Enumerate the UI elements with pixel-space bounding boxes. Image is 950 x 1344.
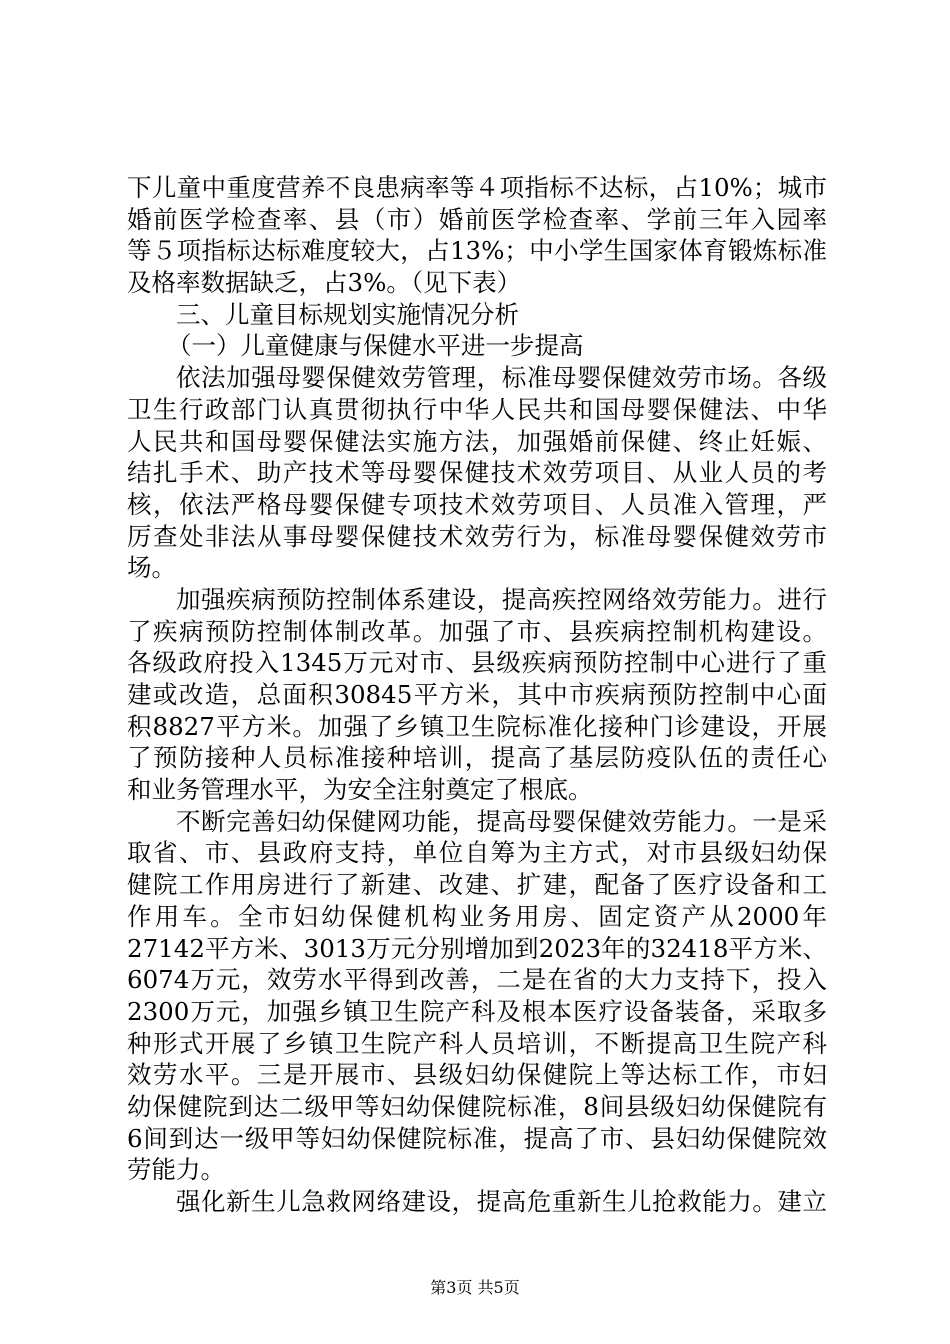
- section-heading: 三、儿童目标规划实施情况分析: [176, 299, 519, 329]
- text-line: 健院工作用房进行了新建、改建、扩建，配备了医疗设备和工: [127, 870, 827, 900]
- text-line: 厉查处非法从事母婴保健技术效劳行为，标准母婴保健效劳市: [127, 521, 827, 551]
- text-line: 种形式开展了乡镇卫生院产科人员培训，不断提高卫生院产科: [127, 1028, 827, 1058]
- text-line: 劳能力。: [127, 1155, 225, 1185]
- text-line: 下儿童中重度营养不良患病率等４项指标不达标，占10%；城市: [127, 173, 827, 202]
- text-line: 婚前医学检查率、县（市）婚前医学检查率、学前三年入园率: [127, 204, 827, 234]
- text-line: 27142平方米、3013万元分别增加到2023年的32418平方米、: [127, 933, 827, 963]
- text-line: 效劳水平。三是开展市、县级妇幼保健院上等达标工作，市妇: [127, 1060, 827, 1090]
- text-line: 人民共和国母婴保健法实施方法，加强婚前保健、终止妊娠、: [127, 426, 827, 456]
- text-line: 幼保健院到达二级甲等妇幼保健院标准，8间县级妇幼保健院有: [127, 1091, 827, 1121]
- text-line: 结扎手术、助产技术等母婴保健技术效劳项目、从业人员的考: [127, 458, 827, 488]
- subsection-heading: （一）儿童健康与保健水平进一步提高: [167, 331, 584, 361]
- page-footer: [0, 1278, 950, 1298]
- text-line: 了预防接种人员标准接种培训，提高了基层防疫队伍的责任心: [127, 743, 827, 773]
- text-line: 作用车。全市妇幼保健机构业务用房、固定资产从2000年: [127, 901, 827, 931]
- text-line: 2300万元，加强乡镇卫生院产科及根本医疗设备装备，采取多: [127, 996, 827, 1026]
- text-line: 各级政府投入1345万元对市、县级疾病预防控制中心进行了重: [127, 648, 827, 678]
- document-body: [127, 172, 827, 1218]
- text-line: 6间到达一级甲等妇幼保健院标准，提高了市、县妇幼保健院效: [127, 1123, 827, 1153]
- paragraph-first-line: 强化新生儿急救网络建设，提高危重新生儿抢救能力。建立: [176, 1187, 827, 1216]
- text-line: 等５项指标达标难度较大，占13%；中小学生国家体育锻炼标准: [127, 236, 827, 266]
- text-line: 了疾病预防控制体制改革。加强了市、县疾病控制机构建设。: [127, 616, 827, 646]
- page-number-label: 第3页 共5页: [430, 1278, 520, 1297]
- paragraph-first-line: 依法加强母婴保健效劳管理，标准母婴保健效劳市场。各级: [176, 363, 827, 393]
- text-line: 核，依法严格母婴保健专项技术效劳项目、人员准入管理，严: [127, 489, 827, 519]
- paragraph-first-line: 加强疾病预防控制体系建设，提高疾控网络效劳能力。进行: [176, 584, 827, 614]
- text-line: 6074万元，效劳水平得到改善，二是在省的大力支持下，投入: [127, 965, 827, 995]
- text-line: 卫生行政部门认真贯彻执行中华人民共和国母婴保健法、中华: [127, 394, 827, 424]
- text-line: 和业务管理水平，为安全注射奠定了根底。: [127, 775, 593, 805]
- text-line: 建或改造，总面积30845平方米，其中市疾病预防控制中心面: [127, 680, 827, 709]
- text-line: 取省、市、县政府支持，单位自筹为主方式，对市县级妇幼保: [127, 838, 827, 868]
- text-line: 及格率数据缺乏，占3%。（见下表）: [127, 268, 522, 298]
- paragraph-first-line: 不断完善妇幼保健网功能，提高母婴保健效劳能力。一是采: [176, 806, 827, 836]
- text-line: 积8827平方米。加强了乡镇卫生院标准化接种门诊建设，开展: [127, 711, 827, 741]
- text-line: 场。: [127, 553, 176, 583]
